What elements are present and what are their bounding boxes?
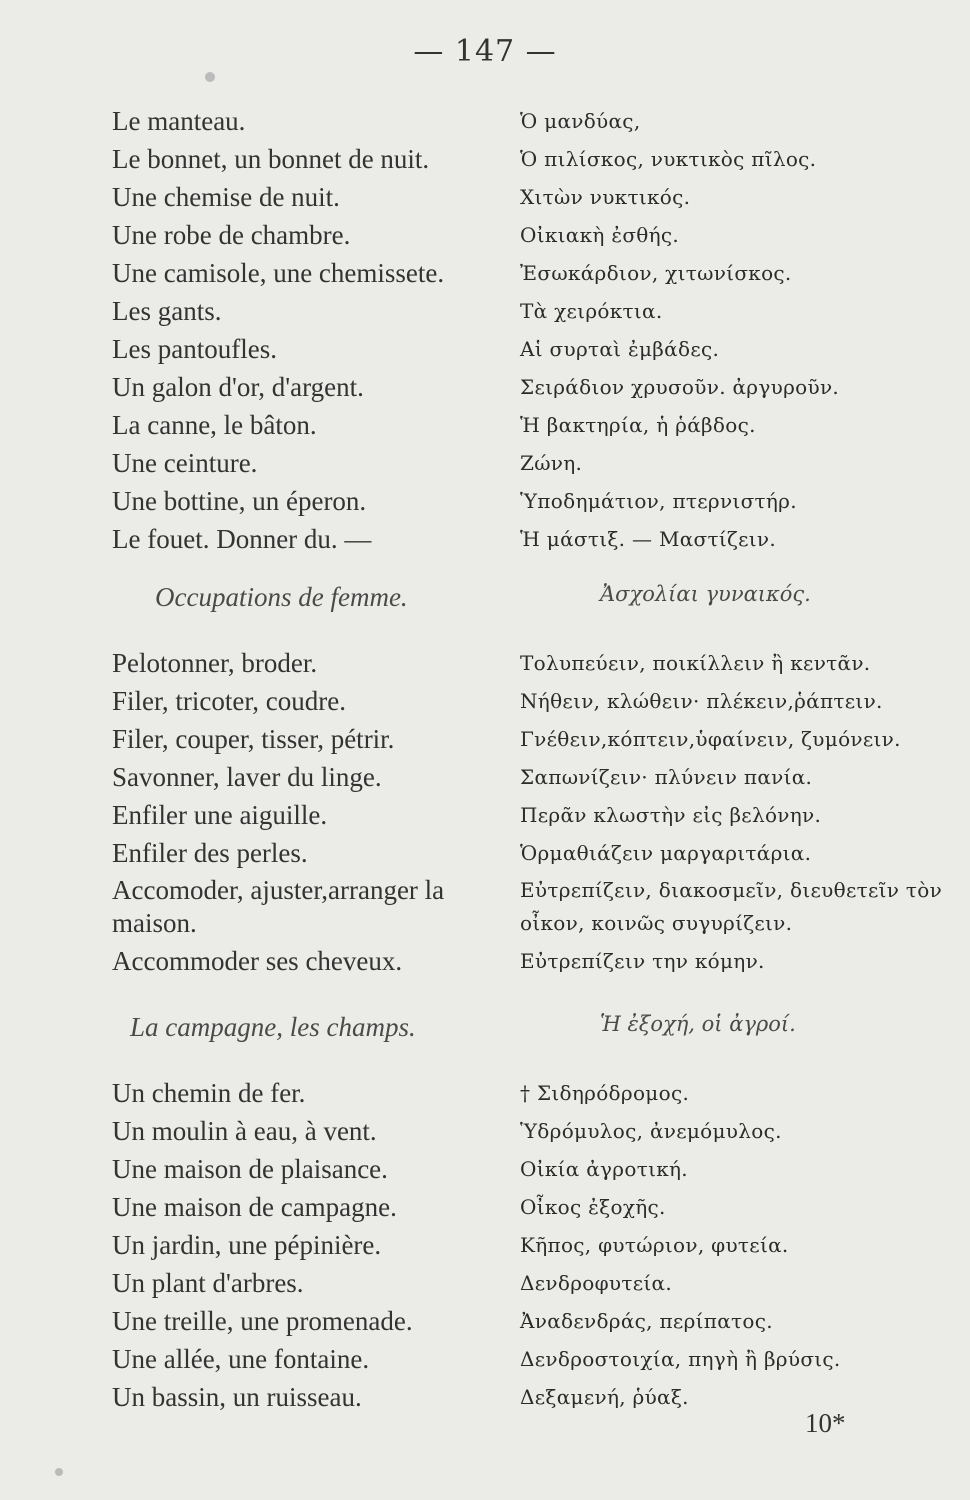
vocabulary-row (0, 1076, 970, 1114)
vocabulary-row (0, 446, 970, 484)
greek-translation: Οἶκος ἐξοχῆς. (520, 1195, 666, 1219)
greek-translation: Ἐσωκάρδιον, χιτωνίσκος. (520, 261, 792, 285)
vocabulary-row (0, 1228, 970, 1266)
french-term: Enfiler des perles. (112, 838, 308, 868)
french-term: Un plant d'arbres. (112, 1268, 304, 1298)
greek-translation: Σειράδιον χρυσοῦν. ἀργυροῦν. (520, 375, 840, 399)
greek-translation: Κῆπος, φυτώριον, φυτεία. (520, 1233, 789, 1257)
greek-translation: Ὁ μανδύας, (520, 109, 641, 133)
greek-translation: Ὑδρόμυλος, ἀνεμόμυλος. (520, 1119, 782, 1143)
french-term: Une camisole, une chemissete. (112, 258, 445, 288)
greek-translation: Δενδροφυτεία. (520, 1271, 672, 1295)
vocabulary-row (0, 1190, 970, 1228)
vocabulary-row (0, 484, 970, 522)
vocabulary-row (0, 1114, 970, 1152)
heading-greek: Ἡ ἐξοχή, οἱ ἀγροί. (600, 1012, 796, 1036)
vocabulary-row (0, 218, 970, 256)
french-term: Un bassin, un ruisseau. (112, 1382, 362, 1412)
vocabulary-row (0, 370, 970, 408)
vocabulary-row (0, 294, 970, 332)
section-heading-countryside (0, 1012, 970, 1052)
french-term: Le bonnet, un bonnet de nuit. (112, 144, 430, 174)
greek-translation: Δενδροστοιχία, πηγὴ ἢ βρύσις. (520, 1347, 841, 1371)
page-number: — 147 — (413, 34, 557, 69)
vocabulary-section-clothing (0, 104, 970, 560)
greek-translation: Δεξαμενή, ῥύαξ. (520, 1385, 689, 1409)
french-term: La canne, le bâton. (112, 410, 317, 440)
greek-translation: Ὑποδημάτιον, πτερνιστήρ. (520, 489, 797, 513)
greek-translation: Ζώνη. (520, 451, 583, 475)
greek-translation: Ἀναδενδράς, περίπατος. (520, 1309, 773, 1333)
vocabulary-row (0, 256, 970, 294)
vocabulary-row (0, 646, 970, 684)
vocabulary-row (0, 874, 970, 944)
vocabulary-row (0, 1304, 970, 1342)
greek-translation: Ὁ πιλίσκος, νυκτικὸς πῖλος. (520, 147, 817, 171)
french-term: Une allée, une fontaine. (112, 1344, 370, 1374)
vocabulary-section-occupations (0, 646, 970, 982)
section-heading-occupations (0, 582, 970, 622)
vocabulary-section-countryside (0, 1076, 970, 1418)
greek-translation: Περᾶν κλωστὴν εἰς βελόνην. (520, 803, 822, 827)
vocabulary-row (0, 760, 970, 798)
vocabulary-row (0, 944, 970, 982)
french-term: Filer, tricoter, coudre. (112, 686, 346, 716)
vocabulary-row (0, 1342, 970, 1380)
french-term: Les gants. (112, 296, 222, 326)
french-term: Le fouet. Donner du. — (112, 524, 372, 554)
vocabulary-row (0, 104, 970, 142)
french-term: Un chemin de fer. (112, 1078, 306, 1108)
french-term: Une maison de campagne. (112, 1192, 397, 1222)
greek-translation: Χιτὼν νυκτικός. (520, 185, 691, 209)
french-term: Les pantoufles. (112, 334, 277, 364)
greek-translation: Σαπωνίζειν· πλύνειν πανία. (520, 765, 813, 789)
french-term: Une bottine, un éperon. (112, 486, 367, 516)
vocabulary-row (0, 836, 970, 874)
ink-spot (55, 1468, 63, 1476)
vocabulary-row (0, 408, 970, 446)
greek-translation: Εὐτρεπίζειν, διακοσμεῖν, διευθετεῖν τὸν οἶκον, κοινῶς συγυρίζειν. (520, 878, 943, 935)
greek-translation: Ἡ βακτηρία, ἡ ῥάβδος. (520, 413, 756, 437)
french-term: Un moulin à eau, à vent. (112, 1116, 377, 1146)
french-term: Une maison de plaisance. (112, 1154, 388, 1184)
french-term: Une robe de chambre. (112, 220, 351, 250)
french-term: Enfiler une aiguille. (112, 800, 328, 830)
greek-translation: Γνέθειν,κόπτειν,ὑφαίνειν, ζυμόνειν. (520, 727, 901, 751)
french-term: Un jardin, une pépinière. (112, 1230, 382, 1260)
greek-translation: Τὰ χειρόκτια. (520, 299, 663, 323)
heading-greek: Ἀσχολίαι γυναικός. (600, 582, 811, 606)
vocabulary-row (0, 142, 970, 180)
french-term: Accommoder ses cheveux. (112, 946, 403, 976)
vocabulary-row (0, 798, 970, 836)
french-term: Pelotonner, broder. (112, 648, 318, 678)
heading-french: Occupations de femme. (155, 582, 408, 612)
vocabulary-row (0, 1266, 970, 1304)
greek-translation: Οἰκία ἀγροτική. (520, 1157, 688, 1181)
vocabulary-row (0, 1152, 970, 1190)
greek-translation: Ὁρμαθιάζειν μαργαριτάρια. (520, 841, 812, 865)
greek-translation: Οἰκιακὴ ἐσθής. (520, 223, 680, 247)
vocabulary-row (0, 684, 970, 722)
vocabulary-row (0, 522, 970, 560)
vocabulary-row (0, 332, 970, 370)
vocabulary-row (0, 180, 970, 218)
ink-spot (205, 72, 215, 82)
french-term: Un galon d'or, d'argent. (112, 372, 364, 402)
french-term: Le manteau. (112, 106, 246, 136)
greek-translation: Νήθειν, κλώθειν· πλέκειν,ῥάπτειν. (520, 689, 883, 713)
french-term: Une chemise de nuit. (112, 182, 340, 212)
french-term: Une treille, une promenade. (112, 1306, 413, 1336)
french-term: Accomoder, ajuster,arranger la maison. (112, 875, 445, 938)
french-term: Filer, couper, tisser, pétrir. (112, 724, 395, 754)
greek-translation: † Σιδηρόδρομος. (520, 1081, 690, 1105)
greek-translation: Τολυπεύειν, ποικίλλειν ἢ κεντᾶν. (520, 651, 871, 675)
vocabulary-row (0, 722, 970, 760)
heading-french: La campagne, les champs. (130, 1012, 416, 1042)
french-term: Savonner, laver du linge. (112, 762, 382, 792)
greek-translation: Ἡ μάστιξ. — Μαστίζειν. (520, 527, 777, 551)
french-term: Une ceinture. (112, 448, 258, 478)
signature-mark: 10* (805, 1408, 846, 1438)
greek-translation: Εὐτρεπίζειν την κόμην. (520, 949, 765, 973)
greek-translation: Αἱ συρταὶ ἐμβάδες. (520, 337, 720, 361)
